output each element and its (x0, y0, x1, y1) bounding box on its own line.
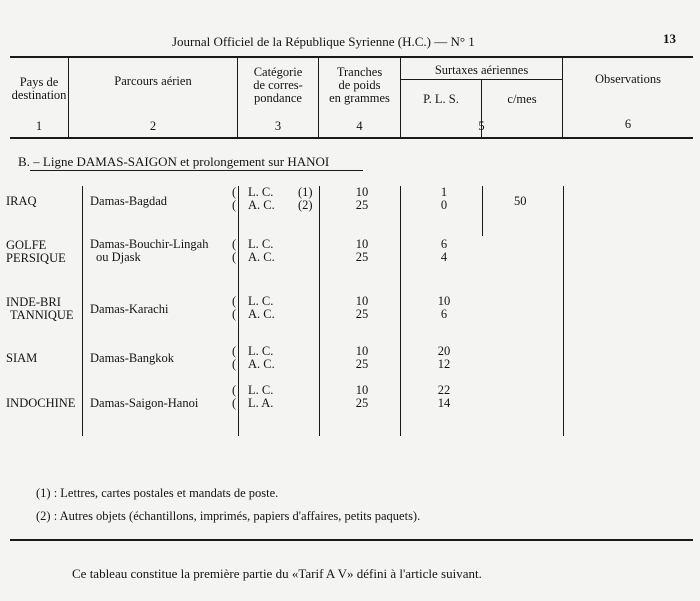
footnote-1: (1) : Lettres, cartes postales et mandats de poste. (36, 486, 279, 500)
page-number: 13 (663, 31, 676, 46)
body-col-divider-4 (400, 186, 401, 436)
footnote-2: (2) : Autres objets (échantillons, imprimés, papiers d'affaires, petits paquets). (36, 509, 421, 523)
category-bracket: ( ( (232, 237, 237, 264)
category-cell: L. C. L. A. (248, 383, 274, 410)
col-header-weight: Tranches de poids en grammes (329, 65, 390, 105)
body-col-divider-3 (319, 186, 320, 436)
col-header-destination: Pays de destination (11, 75, 67, 102)
note-cell: (1) (2) (298, 185, 313, 212)
col-number-1: 1 (35, 119, 43, 133)
pls-cell: 22 14 (437, 383, 451, 410)
weight-cell: 10 25 (355, 185, 369, 212)
category-bracket: ( ( (232, 294, 237, 321)
category-cell: L. C. A. C. (248, 237, 275, 264)
weight-cell: 10 25 (355, 383, 369, 410)
category-cell: L. C. A. C. (248, 294, 275, 321)
body-col-divider-5 (482, 186, 483, 236)
body-col-divider-1 (82, 186, 83, 436)
col-number-6: 6 (624, 117, 632, 131)
country-cell: SIAM (6, 351, 38, 365)
table-top-rule (10, 56, 693, 58)
col-number-4: 4 (356, 119, 363, 133)
route-cell: Damas-Saigon-Hanoi (90, 396, 199, 410)
route-cell: Damas-Karachi (90, 302, 169, 316)
category-bracket: ( ( (232, 383, 237, 410)
col-number-5: 5 (478, 119, 485, 133)
weight-cell: 10 25 (355, 294, 369, 321)
country-cell: IRAQ (6, 194, 37, 208)
country-cell: GOLFE PERSIQUE (6, 238, 66, 265)
route-cell: Damas-Bagdad (90, 194, 168, 208)
col-number-2: 2 (149, 119, 157, 133)
category-cell: L. C. A. C. (248, 185, 275, 212)
col-header-cmes: c/mes (507, 92, 537, 106)
cmes-cell: 50 (514, 194, 527, 208)
pls-cell: 6 4 (440, 237, 448, 264)
pls-cell: 20 12 (437, 344, 451, 371)
bottom-rule (10, 539, 693, 541)
col-header-route: Parcours aérien (114, 74, 192, 88)
body-col-divider-2 (238, 186, 239, 436)
section-title-underline (30, 170, 363, 171)
pls-cell: 1 0 (440, 185, 448, 212)
col-number-3: 3 (274, 119, 282, 133)
weight-cell: 10 25 (355, 344, 369, 371)
closing-sentence: Ce tableau constitue la première partie du «Tarif A V» défini à l'article suivant. (72, 566, 482, 581)
category-bracket: ( ( (232, 344, 237, 371)
col-header-pls: P. L. S. (423, 92, 459, 106)
journal-title: Journal Officiel de la République Syrienne (H.C.) — N° 1 (172, 34, 475, 49)
pls-cell: 10 6 (437, 294, 451, 321)
route-cell: Damas-Bangkok (90, 351, 175, 365)
category-cell: L. C. A. C. (248, 344, 275, 371)
country-cell: INDE-BRI TANNIQUE (6, 295, 74, 322)
col-header-category: Catégorie de corres- pondance (253, 65, 303, 105)
category-bracket: ( ( (232, 185, 237, 212)
body-col-divider-6 (563, 186, 564, 436)
route-cell: Damas-Bouchir-Lingah ou Djask (90, 237, 209, 264)
section-title: B. – Ligne DAMAS-SAIGON et prolongement sur HANOI (18, 154, 330, 169)
weight-cell: 10 25 (355, 237, 369, 264)
table-header-rule (10, 137, 693, 139)
country-cell: INDOCHINE (6, 396, 76, 410)
col-header-observations: Observations (595, 72, 661, 86)
col-header-surtaxes: Surtaxes aériennes (434, 63, 529, 77)
